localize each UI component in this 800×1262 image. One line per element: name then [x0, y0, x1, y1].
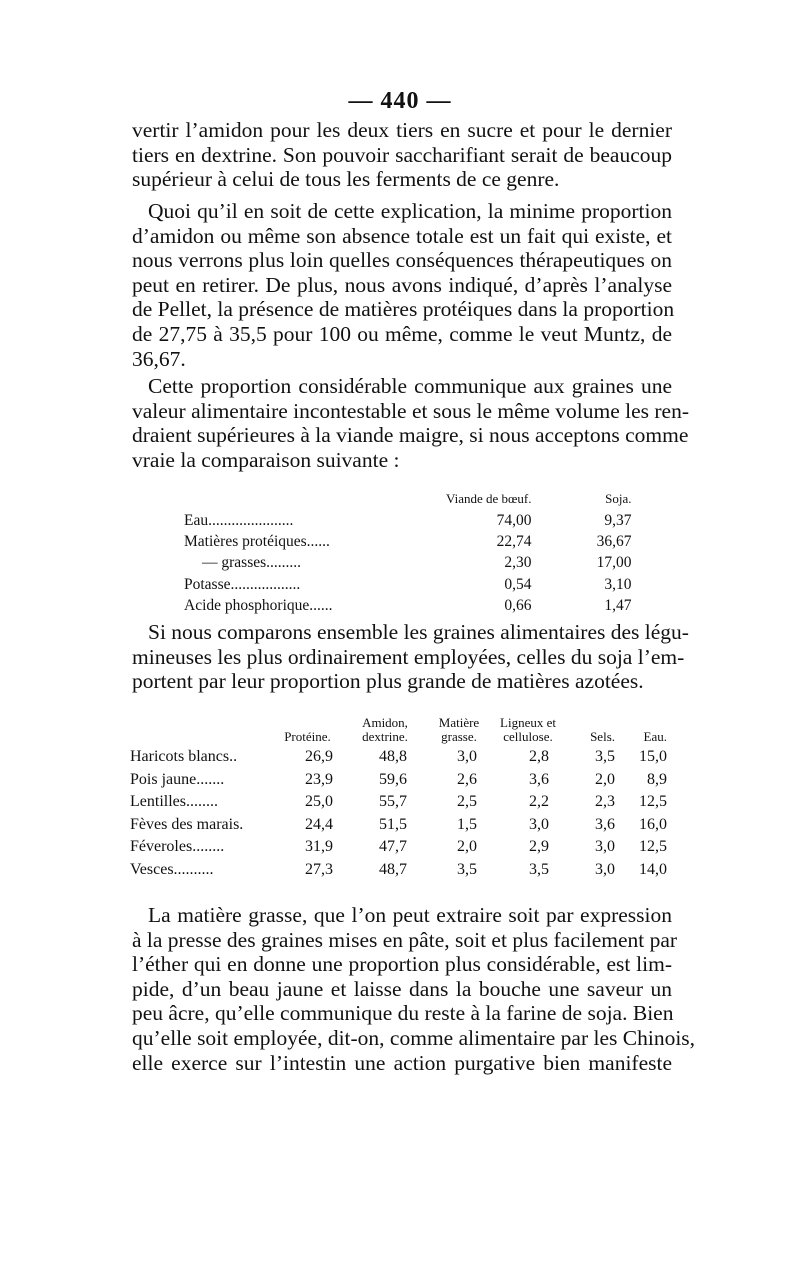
- text-line: de 27,75 à 35,5 pour 100 ou même, comme le veut Muntz, de: [132, 321, 672, 346]
- text-line: portent par leur proportion plus grande de matières azotées.: [132, 669, 644, 694]
- text-line: mineuses les plus ordinairement employées, celles du soja l’em-: [132, 644, 685, 669]
- table-cell: 48,8: [379, 748, 407, 766]
- text-line: elle exerce sur l’intestin une action purgative bien manifeste: [132, 1050, 672, 1075]
- table-cell: 3,5: [457, 860, 477, 878]
- table-row: [130, 859, 667, 882]
- table-cell: 3,5: [529, 860, 549, 878]
- paragraph-2: [132, 199, 675, 371]
- table-cell: 3,0: [457, 748, 477, 766]
- table-cell: 1,47: [604, 597, 632, 615]
- table-cell: 2,5: [457, 793, 477, 811]
- table-cell: 15,0: [639, 748, 667, 766]
- table-cell: 17,00: [596, 554, 632, 572]
- table-cell: Lentilles........: [130, 793, 218, 811]
- table-row: [130, 791, 667, 814]
- paragraph-3: [132, 374, 690, 472]
- text-line: draient supérieures à la viande maigre, si nous acceptons comme: [132, 423, 689, 448]
- table-cell: 14,0: [639, 860, 667, 878]
- table-cell: 31,9: [305, 838, 333, 856]
- table-cell: Matières protéiques......: [184, 533, 330, 551]
- table-cell: 48,7: [379, 860, 407, 878]
- table-header: Amidon, dextrine.: [362, 715, 408, 744]
- text-line: valeur alimentaire incontestable et sous le même volume les ren-: [132, 398, 690, 423]
- table-cell: 12,5: [639, 838, 667, 856]
- text-line: vraie la comparaison suivante :: [132, 447, 400, 472]
- table-cell: 3,0: [595, 838, 615, 856]
- table-row: [130, 814, 667, 837]
- table-cell: 2,9: [529, 838, 549, 856]
- text-line: qu’elle soit employée, dit-on, comme alimentaire par les Chinois,: [132, 1025, 696, 1050]
- table-cell: 74,00: [496, 511, 532, 529]
- table-cell: Vesces..........: [130, 860, 214, 878]
- table-header: Eau.: [643, 729, 667, 744]
- table-cell: 55,7: [379, 793, 407, 811]
- paragraph-4: [132, 620, 689, 694]
- table-cell: 9,37: [604, 511, 632, 529]
- page-number: — 440 —: [348, 88, 452, 114]
- table-cell: 8,9: [647, 770, 667, 788]
- table-cell: 51,5: [379, 815, 407, 833]
- table-row: [130, 746, 667, 769]
- table-cell: 2,30: [504, 554, 532, 572]
- table-cell: Fèves des marais.: [130, 815, 244, 833]
- table-cell: 3,0: [529, 815, 549, 833]
- table-cell: 2,2: [529, 793, 549, 811]
- table-row: [184, 553, 632, 574]
- paragraph-5: [132, 903, 696, 1075]
- text-line: à la presse des graines mises en pâte, soit et plus facilement par: [132, 927, 678, 952]
- text-line: Si nous comparons ensemble les graines alimentaires des légu-: [148, 620, 689, 644]
- text-line: tiers en dextrine. Son pouvoir saccharifiant serait de beaucoup: [132, 142, 672, 167]
- table-header-row: [184, 488, 632, 510]
- table-legumes: [130, 716, 667, 881]
- text-line: nous verrons plus loin quelles conséquences thérapeutiques on: [132, 248, 672, 273]
- table-cell: 12,5: [639, 793, 667, 811]
- text-line: vertir l’amidon pour les deux tiers en sucre et pour le dernier: [132, 118, 672, 142]
- table-cell: 25,0: [305, 793, 333, 811]
- table-cell: — grasses.........: [202, 554, 302, 572]
- text-line: peut en retirer. De plus, nous avons indiqué, d’après l’analyse: [132, 272, 672, 297]
- table-header: Matière grasse.: [438, 715, 480, 744]
- table-cell: 36,67: [596, 533, 632, 551]
- table-cell: 3,6: [529, 770, 549, 788]
- text-line: 36,67.: [132, 346, 186, 371]
- table-header: Viande de bœuf.: [446, 491, 532, 506]
- table-cell: 1,5: [457, 815, 477, 833]
- table-header: [184, 488, 446, 510]
- table-cell: 24,4: [305, 815, 333, 833]
- table-cell: 27,3: [305, 860, 333, 878]
- table-row: [184, 574, 632, 595]
- text-line: La matière grasse, que l’on peut extraire soit par expression: [148, 903, 672, 927]
- table-cell: Eau......................: [184, 511, 294, 529]
- table-cell: 2,8: [529, 748, 549, 766]
- table-cell: 47,7: [379, 838, 407, 856]
- table-header-row: [130, 716, 667, 746]
- paragraph-1: [132, 118, 672, 192]
- table-beef-vs-soja: [184, 488, 632, 617]
- text-line: supérieur à celui de tous les ferments de ce genre.: [132, 167, 560, 192]
- table-row: [184, 510, 632, 531]
- text-line: peu âcre, qu’elle communique du reste à la farine de soja. Bien: [132, 1001, 674, 1026]
- table-cell: Féveroles........: [130, 838, 225, 856]
- table-header: Protéine.: [284, 729, 331, 744]
- table-cell: 0,54: [504, 575, 532, 593]
- table-cell: 2,0: [457, 838, 477, 856]
- text-line: d’amidon ou même son absence totale est un fait qui existe, et: [132, 223, 672, 248]
- table-cell: 0,66: [504, 597, 532, 615]
- table-cell: 16,0: [639, 815, 667, 833]
- table-cell: 3,6: [595, 815, 615, 833]
- table-header: Soja.: [605, 491, 632, 506]
- text-line: de Pellet, la présence de matières protéiques dans la proportion: [132, 297, 675, 322]
- table-cell: Acide phosphorique......: [184, 597, 333, 615]
- table-header: [130, 716, 270, 746]
- table-cell: 59,6: [379, 770, 407, 788]
- table-cell: 3,10: [604, 575, 632, 593]
- table-header: Sels.: [590, 729, 615, 744]
- table-cell: Pois jaune.......: [130, 770, 225, 788]
- table-cell: Potasse..................: [184, 575, 301, 593]
- text-line: Cette proportion considérable communique aux graines une: [148, 374, 672, 398]
- table-row: [184, 596, 632, 617]
- table-cell: 2,0: [595, 770, 615, 788]
- table-cell: 3,5: [595, 748, 615, 766]
- text-line: pide, d’un beau jaune et laisse dans la bouche une saveur un: [132, 976, 672, 1001]
- table-cell: 23,9: [305, 770, 333, 788]
- table-cell: 26,9: [305, 748, 333, 766]
- table-cell: 22,74: [496, 533, 532, 551]
- table-cell: 2,3: [595, 793, 615, 811]
- table-cell: 3,0: [595, 860, 615, 878]
- table-row: [130, 836, 667, 859]
- table-cell: 2,6: [457, 770, 477, 788]
- table-header: Ligneux et cellulose.: [500, 715, 556, 744]
- table-cell: Haricots blancs..: [130, 748, 238, 766]
- table-row: [130, 769, 667, 792]
- text-line: Quoi qu’il en soit de cette explication, la minime proportion: [148, 199, 672, 223]
- table-row: [184, 531, 632, 552]
- text-line: l’éther qui en donne une proportion plus considérable, est lim-: [132, 952, 672, 977]
